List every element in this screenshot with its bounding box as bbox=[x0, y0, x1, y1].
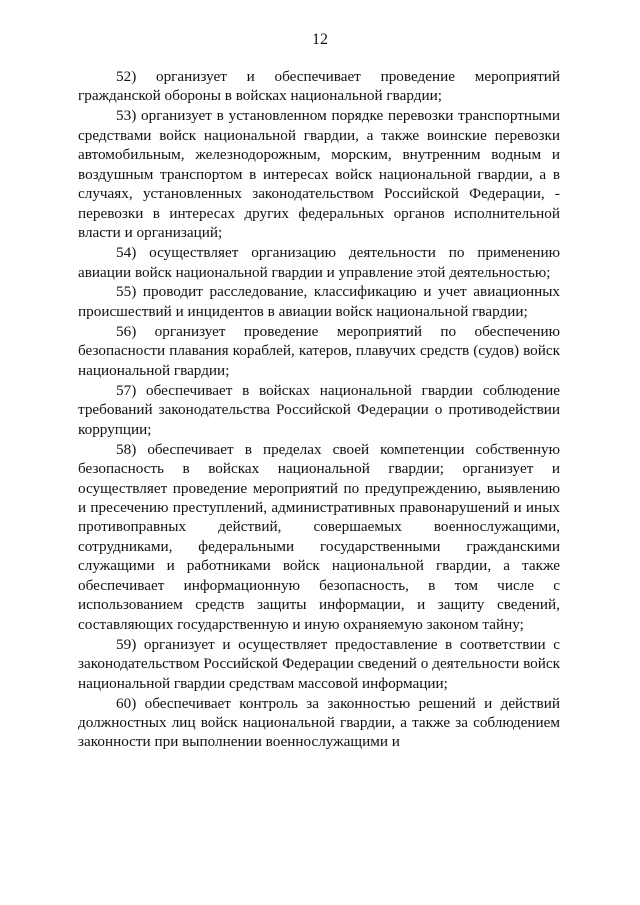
paragraph-item-57: 57) обеспечивает в войсках национальной гвардии соблюдение требований законодательства Российской Федерации о противодействии коррупции; bbox=[78, 381, 560, 438]
paragraph-item-60: 60) обеспечивает контроль за законностью решений и действий должностных лиц войск национальной гвардии, а также за соблюдением законности при выполнении военнослужащими и bbox=[78, 694, 560, 751]
paragraph-item-55: 55) проводит расследование, классификацию и учет авиационных происшествий и инцидентов в авиации войск национальной гвардии; bbox=[78, 283, 560, 320]
paragraph-item-52: 52) организует и обеспечивает проведение мероприятий гражданской обороны в войсках национальной гвардии; bbox=[78, 68, 560, 105]
paragraph-item-54: 54) осуществляет организацию деятельности по применению авиации войск национальной гвардии и управление этой деятельностью; bbox=[78, 244, 560, 281]
paragraph-item-56: 56) организует проведение мероприятий по обеспечению безопасности плавания кораблей, катеров, плавучих средств (судов) войск национальной гвардии; bbox=[78, 322, 560, 379]
page-number: 12 bbox=[312, 31, 328, 48]
document-body bbox=[78, 67, 560, 752]
paragraph-item-53: 53) организует в установленном порядке перевозки транспортными средствами войск национальной гвардии, а также воинские перевозки автомобильным, железнодорожным, морским, внутренним водным и воздушным транспортом в интересах войск национальной гвардии, а в случаях, установленных законодательством Российской Федерации, - перевозки в интересах других федеральных органов исполнительной власти и организаций; bbox=[78, 107, 560, 242]
paragraph-item-58: 58) обеспечивает в пределах своей компетенции собственную безопасность в войсках национальной гвардии; организует и осуществляет проведение мероприятий по предупреждению, выявлению и пресечению преступлений, административных правонарушений и иных противоправных действий, совершаемых военнослужащими, сотрудниками, федеральными государственными гражданскими служащими и работниками войск национальной гвардии, а также обеспечивает информационную безопасность, в том числе с использованием средств защиты информации, и защиту сведений, составляющих государственную и иную охраняемую законом тайну; bbox=[78, 440, 560, 633]
paragraph-item-59: 59) организует и осуществляет предоставление в соответствии с законодательством Российской Федерации сведений о деятельности войск национальной гвардии средствам массовой информации; bbox=[78, 635, 560, 692]
